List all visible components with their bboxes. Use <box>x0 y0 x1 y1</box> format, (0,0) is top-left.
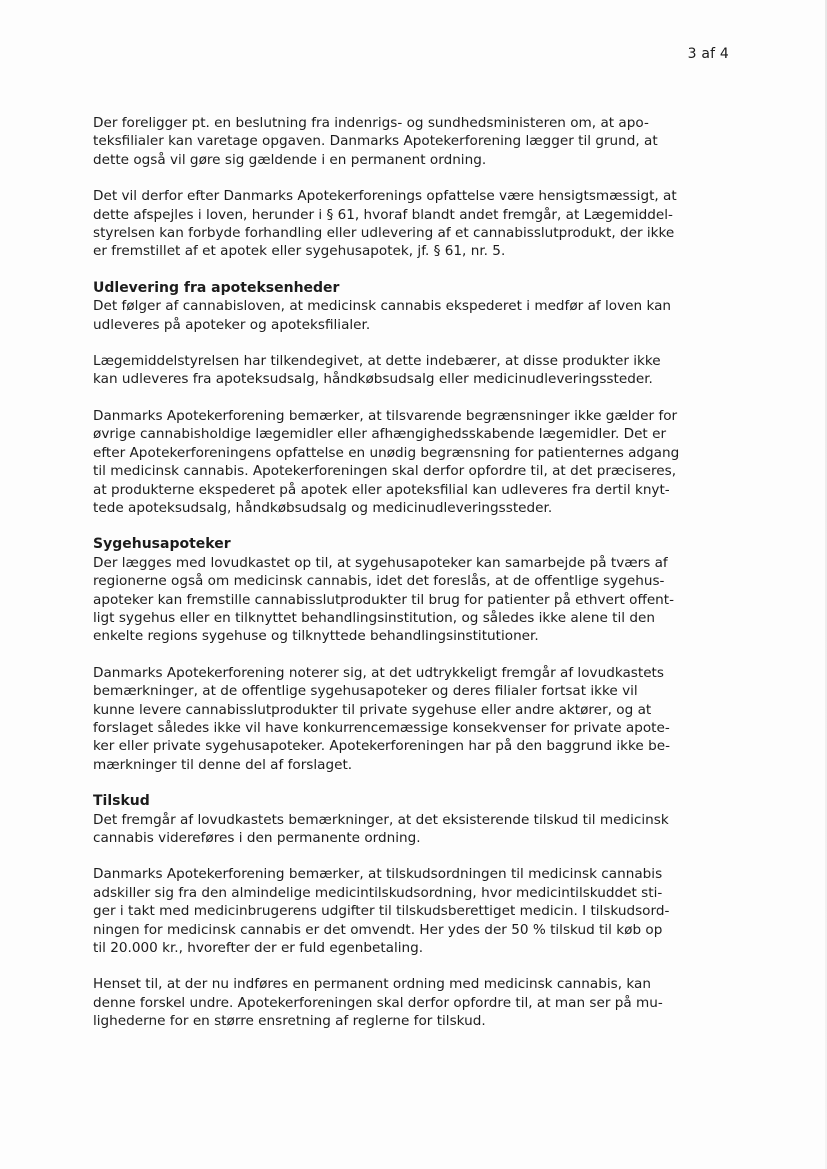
section-paragraph: Danmarks Apotekerforening bemærker, at tilsvarende begrænsninger ikke gælder for øvrige cannabisholdige lægemidler eller afhængighedsskabende lægemidler. Det er efter Apotekerforeningens opfattelse en unødig begrænsning for patienternes adgang til medicinsk cannabis. Apotekerforeningen skal derfor opfordre til, at det præciseres, at produkterne ekspederet på apotek eller apoteksfilial kan udleveres fra dertil knyt- tede apoteksudsalg, håndkøbsudsalg og medicinudleveringssteder. <box>93 407 680 516</box>
section-paragraph: Lægemiddelstyrelsen har tilkendegivet, at dette indebærer, at disse produkter ikke kan udleveres fra apoteksudsalg, håndkøbsudsalg eller medicinudleveringssteder. <box>93 353 661 388</box>
section-heading: Sygehusapoteker <box>93 536 231 553</box>
section-paragraph: Danmarks Apotekerforening bemærker, at tilskudsordningen til medicinsk cannabis adskiller sig fra den almindelige medicintilskudsordning, hvor medicintilskuddet sti- ger i takt med medicinbrugerens udgifter til tilskudsberettiget medicin. I tilskudsord- ningen for medicinsk cannabis er det omvendt. Her ydes der 50 % tilskud til køb op til 20.000 kr., hvorefter der er fuld egenbetaling. <box>93 866 670 957</box>
section-paragraph: Danmarks Apotekerforening noterer sig, at det udtrykkeligt fremgår af lovudkastets bemærkninger, at de offentlige sygehusapoteker og deres filialer fortsat ikke vil kunne levere cannabisslutprodukter til private sygehuse eller andre aktører, og at forslaget således ikke vil have konkurrencemæssige konsekvenser for private apote- ker eller private sygehusapoteker. Apotekerforeningen har på den baggrund ikke be- mærkninger til denne del af forslaget. <box>93 664 671 773</box>
section-tilskud <box>93 792 733 1030</box>
section-paragraph: Henset til, at der nu indføres en permanent ordning med medicinsk cannabis, kan denne forskel undre. Apotekerforeningen skal derfor opfordre til, at man ser på mu- lighederne for en større ensretning af reglerne for tilskud. <box>93 976 663 1030</box>
section-sygehusapoteker <box>93 535 733 774</box>
section-heading: Udlevering fra apoteksenheder <box>93 279 340 296</box>
section-udlevering <box>93 279 733 517</box>
section-paragraph: Der lægges med lovudkastet op til, at sygehusapoteker kan samarbejde på tværs af regionerne også om medicinsk cannabis, idet det foreslås, at de offentlige sygehus- apoteker kan fremstille cannabisslutprodukter til brug for patienter på ethvert offent- ligt sygehus eller en tilknyttet behandlingsinstitution, og således ikke alene til den enkelte regions sygehuse og tilknyttede behandlingsinstitutioner. <box>93 554 675 645</box>
section-heading: Tilskud <box>93 793 150 810</box>
section-paragraph: Det fremgår af lovudkastets bemærkninger, at det eksisterende tilskud til medicinsk cannabis videreføres i den permanente ordning. <box>93 811 669 846</box>
page-number: 3 af 4 <box>687 46 729 62</box>
intro-paragraph-2: Det vil derfor efter Danmarks Apotekerforenings opfattelse være hensigtsmæssigt, at dette afspejles i loven, herunder i § 61, hvoraf blandt andet fremgår, at Lægemiddel- styrelsen kan forbyde forhandling eller udlevering af et cannabisslutprodukt, der ikke er fremstillet af et apotek eller sygehusapotek, jf. § 61, nr. 5. <box>93 188 677 260</box>
document-body <box>93 114 733 1049</box>
intro-paragraph-1: Der foreligger pt. en beslutning fra indenrigs- og sundhedsministeren om, at apo- teksfilialer kan varetage opgaven. Danmarks Apotekerforening lægger til grund, at dette også vil gøre sig gældende i en permanent ordning. <box>93 115 658 168</box>
section-paragraph: Det følger af cannabisloven, at medicinsk cannabis ekspederet i medfør af loven kan udleveres på apoteker og apoteksfilialer. <box>93 298 672 333</box>
